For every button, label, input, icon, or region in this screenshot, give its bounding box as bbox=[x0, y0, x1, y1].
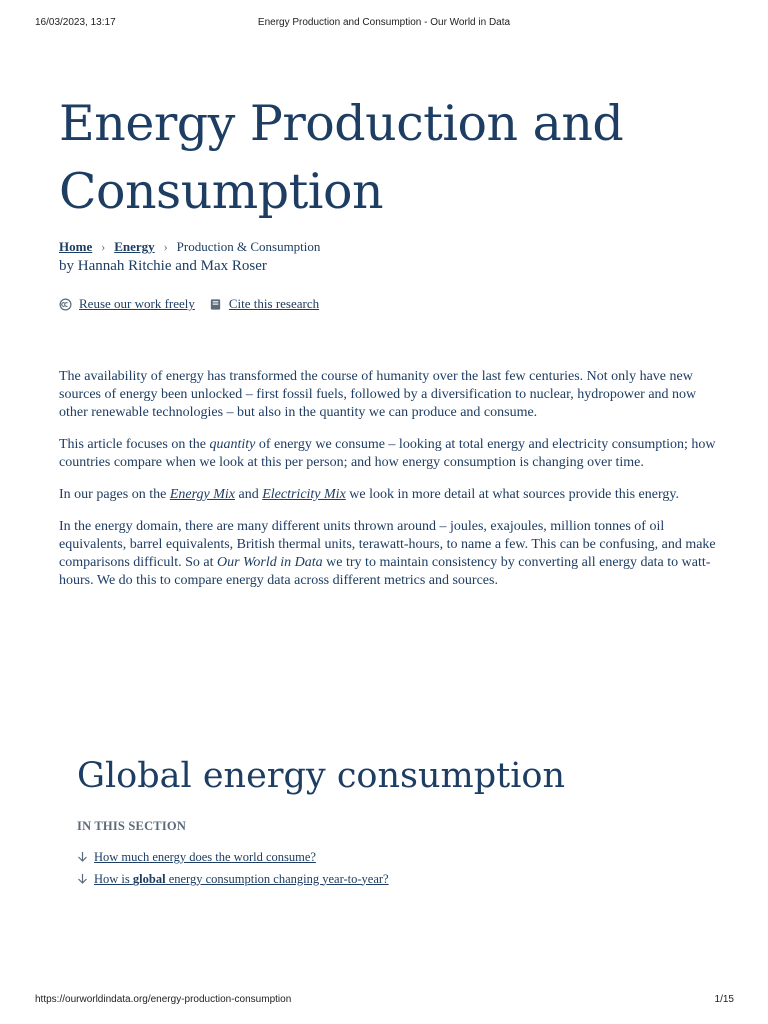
toc-link[interactable]: How is global energy consumption changing year-to-year? bbox=[94, 871, 389, 886]
reuse-link[interactable] bbox=[59, 296, 195, 312]
breadcrumb-home[interactable]: Home bbox=[59, 239, 93, 254]
toc-item bbox=[77, 846, 389, 868]
print-title: Energy Production and Consumption - Our World in Data bbox=[257, 17, 511, 28]
page-title: Energy Production and Consumption bbox=[59, 95, 624, 220]
cite-link[interactable] bbox=[209, 296, 319, 312]
book-icon bbox=[209, 298, 222, 311]
energy-mix-link[interactable]: Energy Mix bbox=[169, 487, 235, 502]
article-body bbox=[59, 368, 719, 604]
breadcrumb bbox=[59, 239, 320, 255]
toc-item bbox=[77, 868, 389, 890]
chevron-right-icon: › bbox=[163, 239, 168, 254]
emphasis-owid: Our World in Data bbox=[217, 555, 323, 570]
electricity-mix-link[interactable]: Electricity Mix bbox=[262, 487, 346, 502]
print-date: 16/03/2023, 13:17 bbox=[35, 17, 116, 28]
section-title: Global energy consumption bbox=[77, 756, 566, 796]
paragraph-2: This article focuses on the quantity of energy we consume – looking at total energy and electricity consumption; how countries compare when we look at this per person; and how energy consumption is changing over time. bbox=[59, 437, 716, 470]
chevron-right-icon: › bbox=[101, 239, 106, 254]
print-url: https://ourworldindata.org/energy-production-consumption bbox=[35, 994, 292, 1005]
article-tools bbox=[59, 296, 333, 312]
print-footer bbox=[0, 994, 768, 1008]
byline: by Hannah Ritchie and Max Roser bbox=[59, 258, 267, 274]
paragraph-3: In our pages on the Energy Mix and Electricity Mix we look in more detail at what sources provide this energy. bbox=[59, 487, 679, 502]
toc-link[interactable]: How much energy does the world consume? bbox=[94, 849, 316, 864]
emphasis-quantity: quantity bbox=[209, 437, 256, 452]
section-toc bbox=[77, 846, 389, 890]
arrow-down-icon bbox=[77, 873, 88, 885]
page-number: 1/15 bbox=[714, 994, 734, 1005]
section-label: IN THIS SECTION bbox=[77, 819, 187, 833]
breadcrumb-current: Production & Consumption bbox=[176, 239, 321, 254]
paragraph-4: In the energy domain, there are many different units thrown around – joules, exajoules, million tonnes of oil equivalents, barrel equivalents, British thermal units, terawatt-hours, to name a few. This can be confusing, and make comparisons difficult. So at Our World in Data we try to maintain consistency by converting all energy data to watt-hours. We do this to compare energy data across different metrics and sources. bbox=[59, 519, 716, 588]
arrow-down-icon bbox=[77, 851, 88, 863]
paragraph-1: The availability of energy has transformed the course of humanity over the last few centuries. Not only have new sources of energy been unlocked – first fossil fuels, followed by a diversification to nuclear, hydropower and now other renewable technologies – but also in the quantity we can produce and consume. bbox=[59, 369, 697, 420]
creative-commons-icon bbox=[59, 298, 72, 311]
cite-label: Cite this research bbox=[228, 296, 320, 311]
reuse-label: Reuse our work freely bbox=[79, 296, 195, 311]
print-header bbox=[0, 17, 768, 31]
breadcrumb-energy[interactable]: Energy bbox=[114, 239, 155, 254]
